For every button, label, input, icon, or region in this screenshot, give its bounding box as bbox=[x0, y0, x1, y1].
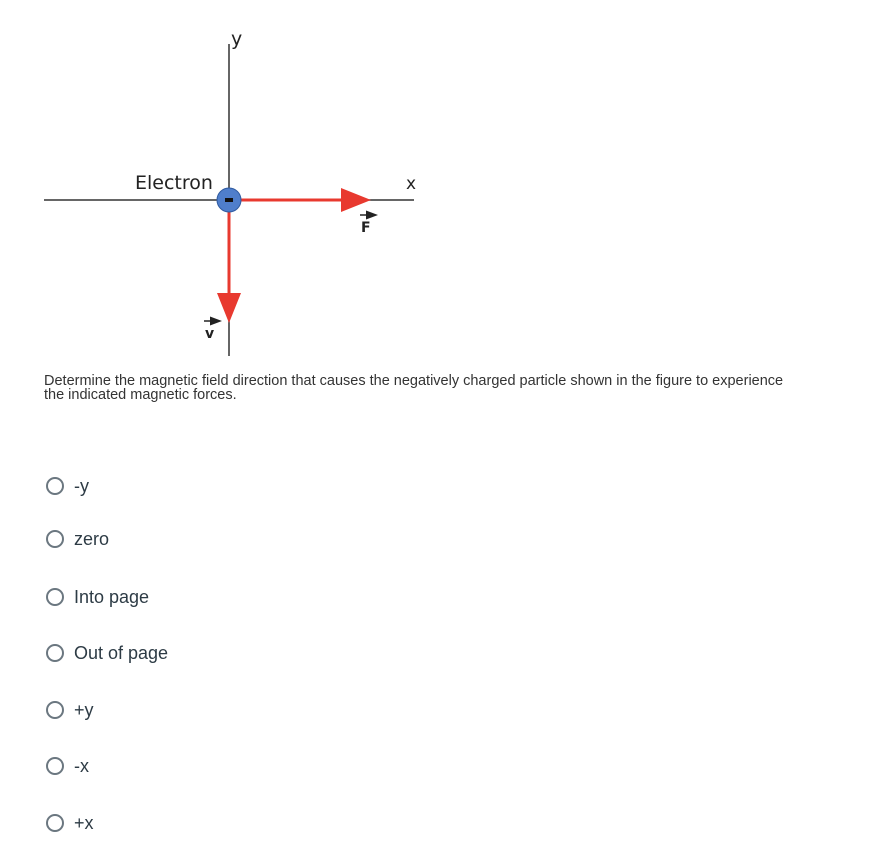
answer-option-into-page[interactable] bbox=[44, 584, 149, 610]
y-axis-label: y bbox=[231, 28, 243, 50]
radio-button-icon[interactable] bbox=[46, 530, 64, 548]
radio-button-icon[interactable] bbox=[46, 814, 64, 832]
answer-label: -y bbox=[74, 475, 89, 496]
answer-label: +y bbox=[74, 699, 94, 720]
physics-figure bbox=[0, 0, 880, 370]
answer-option-neg-y[interactable] bbox=[44, 473, 89, 499]
figure-drawing bbox=[0, 0, 880, 370]
answer-label: Out of page bbox=[74, 642, 169, 663]
radio-button-icon[interactable] bbox=[46, 644, 64, 662]
radio-button-icon[interactable] bbox=[46, 757, 64, 775]
answer-option-pos-y[interactable] bbox=[44, 697, 94, 723]
answer-label: +x bbox=[74, 812, 94, 833]
question-text: Determine the magnetic field direction that causes the negatively charged particle shown in the figure to experience the indicated magnetic forces. bbox=[44, 373, 784, 403]
answer-option-pos-x[interactable] bbox=[44, 810, 94, 836]
force-label: F bbox=[361, 220, 371, 236]
answer-label: Into page bbox=[74, 586, 150, 607]
minus-sign-icon bbox=[225, 198, 233, 202]
answer-label: -x bbox=[74, 755, 89, 776]
answer-option-out-of-page[interactable] bbox=[44, 640, 168, 666]
radio-button-icon[interactable] bbox=[46, 588, 64, 606]
radio-button-icon[interactable] bbox=[46, 477, 64, 495]
answer-option-zero[interactable] bbox=[44, 526, 109, 552]
electron-label: Electron bbox=[135, 172, 213, 194]
answer-option-neg-x[interactable] bbox=[44, 753, 89, 779]
answer-label: zero bbox=[74, 528, 110, 549]
x-axis-label: x bbox=[406, 174, 417, 194]
velocity-label: v bbox=[205, 326, 215, 342]
radio-button-icon[interactable] bbox=[46, 701, 64, 719]
